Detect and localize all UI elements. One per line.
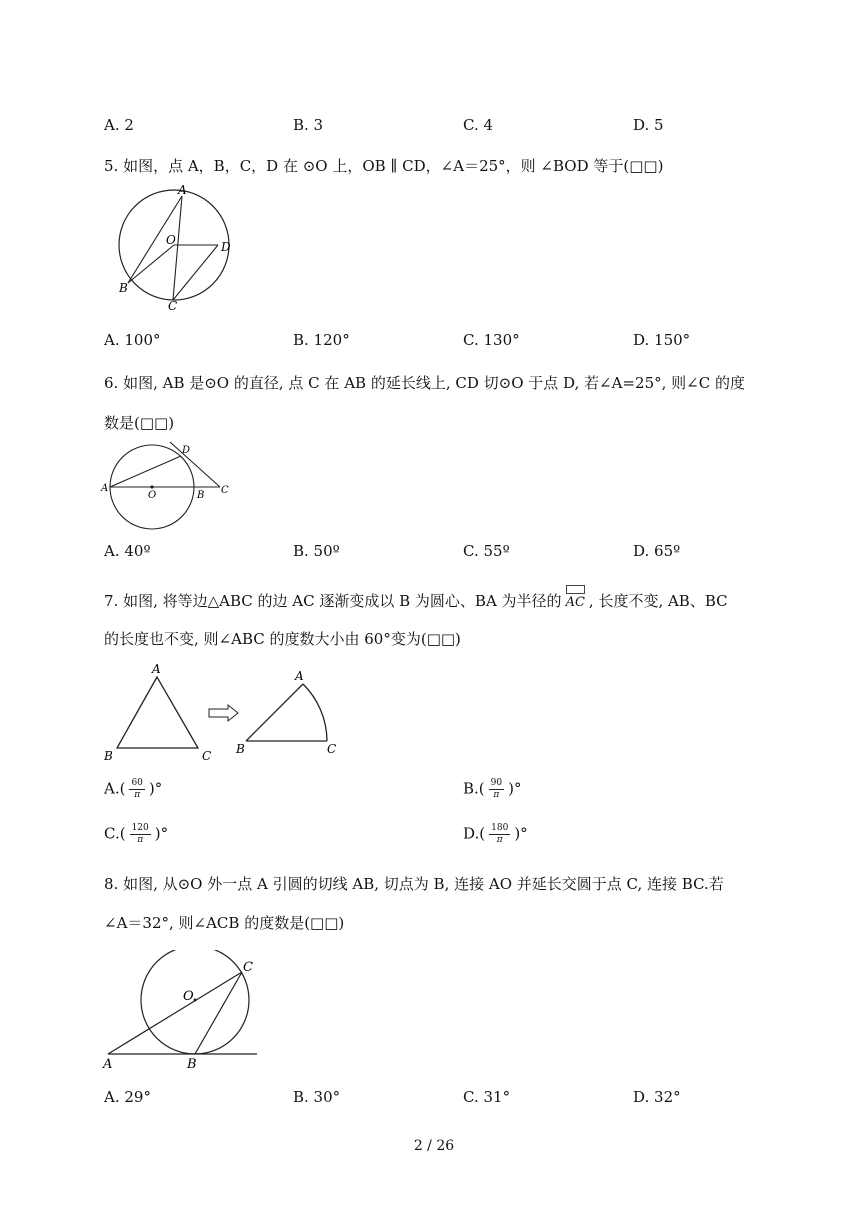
q8-figure xyxy=(100,950,265,1075)
q5-line-ac xyxy=(173,196,182,300)
q5-label-a: A xyxy=(178,183,187,197)
q7-arc-ac xyxy=(566,595,585,610)
q7-figure xyxy=(100,660,345,765)
q7-option-a-den: π xyxy=(134,790,141,800)
q4-option-a: A. 2 xyxy=(104,116,134,134)
q7-label-a1: A xyxy=(152,662,161,676)
q7-option-d-suffix: )° xyxy=(514,824,528,843)
q5-option-d: D. 150° xyxy=(633,331,691,349)
q7-option-d-fraction xyxy=(489,823,510,846)
q7-option-d-den: π xyxy=(496,835,503,845)
q7-option-a-fraction xyxy=(129,778,144,801)
q7-option-d-prefix: D.( xyxy=(463,824,486,843)
q7-option-c-den: π xyxy=(137,835,144,845)
q8-label-o: O xyxy=(183,989,194,1004)
right-arrow-icon xyxy=(209,705,238,721)
q6-option-a: A. 40º xyxy=(104,542,151,560)
q7-label-c2: C xyxy=(327,742,337,756)
q7-label-b2: B xyxy=(236,742,245,756)
q5-label-c: C xyxy=(168,299,178,313)
page-number: 2 / 26 xyxy=(413,1138,455,1154)
q8-line-bc xyxy=(195,972,242,1054)
q8-center-dot xyxy=(194,999,197,1002)
q6-option-c: C. 55º xyxy=(463,542,510,560)
q7-question-line2: 的长度也不变, 则∠ABC 的度数大小由 60°变为(□□) xyxy=(104,630,461,648)
q7-option-c-fraction xyxy=(130,823,151,846)
q7-option-b-fraction xyxy=(489,778,504,801)
q4-option-d: D. 5 xyxy=(633,116,664,134)
q6-option-d: D. 65º xyxy=(633,542,681,560)
q7-option-b-den: π xyxy=(493,790,500,800)
q6-label-d: D xyxy=(182,445,191,456)
q5-option-a: A. 100° xyxy=(104,331,161,349)
q7-option-b-suffix: )° xyxy=(508,779,522,798)
q5-option-b: B. 120° xyxy=(293,331,350,349)
q6-tangent xyxy=(170,442,220,487)
q7-option-a-num: 60 xyxy=(131,778,143,788)
q7-option-b-prefix: B.( xyxy=(463,779,485,798)
q8-line-ac xyxy=(108,972,242,1054)
q6-option-b: B. 50º xyxy=(293,542,340,560)
q8-circle xyxy=(141,950,249,1054)
q7-option-d-num: 180 xyxy=(491,823,509,833)
q6-label-b: B xyxy=(197,490,205,501)
q7-question-line1 xyxy=(104,590,728,611)
q8-label-c: C xyxy=(243,960,253,975)
q5-figure xyxy=(110,183,240,313)
q6-label-o: O xyxy=(148,490,157,501)
q8-option-b: B. 30° xyxy=(293,1088,341,1106)
q5-label-o: O xyxy=(166,233,176,247)
q7-option-b-num: 90 xyxy=(490,778,503,788)
q8-option-d: D. 32° xyxy=(633,1088,681,1106)
q7-label-b1: B xyxy=(104,749,113,763)
q7-text-b: , 长度不变, AB、BC xyxy=(588,592,728,610)
q5-question: 5. 如图，点 A，B，C，D 在 ⊙O 上，OB ∥ CD，∠A＝25°，则 ∠BOD 等于(□□) xyxy=(104,157,664,175)
q8-option-c: C. 31° xyxy=(463,1088,511,1106)
q5-line-ob xyxy=(128,245,174,283)
q6-figure xyxy=(100,440,235,532)
q7-option-a xyxy=(104,778,162,801)
q7-option-c-suffix: )° xyxy=(154,824,169,843)
q7-option-c xyxy=(104,823,168,846)
q7-line-ba xyxy=(246,684,303,741)
q7-option-a-prefix: A.( xyxy=(104,779,126,798)
q7-option-b xyxy=(463,778,521,801)
q4-option-b: B. 3 xyxy=(293,116,324,134)
q7-label-c1: C xyxy=(202,749,212,763)
q7-arc-mark xyxy=(566,585,585,594)
q8-option-a: A. 29° xyxy=(104,1088,151,1106)
q7-option-c-prefix: C.( xyxy=(104,824,126,843)
q6-label-c: C xyxy=(221,485,229,496)
q8-question-line1: 8. 如图, 从⊙O 外一点 A 引圆的切线 AB, 切点为 B, 连接 AO 并延长交圆于点 C, 连接 BC.若 xyxy=(104,875,724,893)
q7-text-a: 7. 如图, 将等边△ABC 的边 AC 逐渐变成以 B 为圆心、BA 为半径的 xyxy=(104,592,562,610)
q6-line-ad xyxy=(110,456,181,487)
q7-arc xyxy=(303,684,327,741)
q6-question-line1: 6. 如图, AB 是⊙O 的直径, 点 C 在 AB 的延长线上, CD 切⊙O 于点 D, 若∠A=25°, 则∠C 的度 xyxy=(104,374,745,392)
q7-triangle xyxy=(117,677,198,748)
q5-label-d: D xyxy=(221,240,231,254)
q7-option-c-num: 120 xyxy=(131,823,149,833)
q6-label-a: A xyxy=(101,483,109,494)
q7-option-a-suffix: )° xyxy=(148,779,163,798)
q6-question-line2: 数是(□□) xyxy=(104,414,175,432)
q8-label-a: A xyxy=(103,1057,113,1072)
q7-option-d xyxy=(463,823,528,846)
q8-label-b: B xyxy=(187,1057,197,1072)
q5-option-c: C. 130° xyxy=(463,331,520,349)
q4-option-c: C. 4 xyxy=(463,116,494,134)
q8-question-line2: ∠A＝32°, 则∠ACB 的度数是(□□) xyxy=(104,914,345,932)
q7-label-a2: A xyxy=(295,669,304,683)
q5-line-cd xyxy=(173,245,218,300)
q7-arc-label: AC xyxy=(565,595,585,610)
q6-center-dot xyxy=(150,485,153,488)
q5-label-b: B xyxy=(119,281,128,295)
